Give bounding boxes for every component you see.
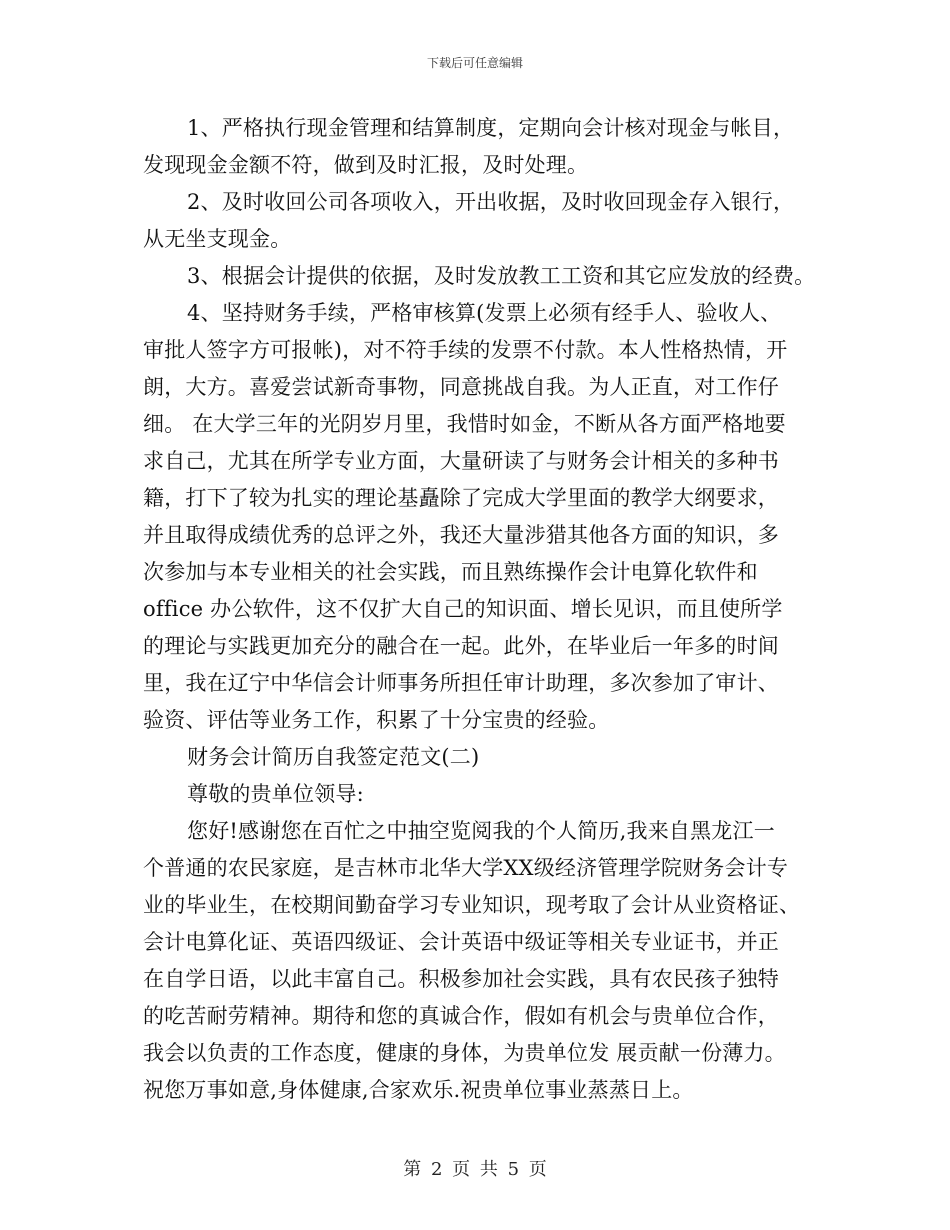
text-line: 4、坚持财务手续，严格审核算(发票上必须有经手人、验收人、 [187,301,782,325]
document-body [143,110,823,1109]
text-line: 您好!感谢您在百忙之中抽空览阅我的个人简历,我来自黑龙江一 [187,819,775,843]
text-line: 在自学日语，以此丰富自己。积极参加社会实践，具有农民孩子独特 [143,967,779,991]
text-line: 个普通的农民家庭，是吉林市北华大学XX级经济管理学院财务会计专 [143,856,789,880]
text-line: 1、严格执行现金管理和结算制度，定期向会计核对现金与帐目， [187,116,795,140]
text-line: 祝您万事如意,身体健康,合家欢乐.祝贵单位事业蒸蒸日上。 [143,1078,694,1102]
text-line: 2、及时收回公司各项收入，开出收据，及时收回现金存入银行， [187,190,795,214]
text-line: 业的毕业生，在校期间勤奋学习专业知识，现考取了会计从业资格证、 [143,893,801,917]
text-line: 验资、评估等业务工作，积累了十分宝贵的经验。 [143,708,610,732]
text-line: 次参加与本专业相关的社会实践，而且熟练操作会计电算化软件和 [143,560,758,584]
text-line: 财务会计简历自我签定范文(二) [187,745,480,769]
text-line: 尊敬的贵单位领导: [187,782,364,806]
page-number-footer: 第 2 页 共 5 页 [403,1159,547,1180]
text-line: 并且取得成绩优秀的总评之外，我还大量涉猎其他各方面的知识，多 [143,523,779,547]
text-line: 的吃苦耐劳精神。期待和您的真诚合作，假如有机会与贵单位合作， [143,1004,779,1028]
text-line: 求自己，尤其在所学专业方面，大量研读了与财务会计相关的多种书 [143,449,779,473]
text-line: 发现现金金额不符，做到及时汇报，及时处理。 [143,153,589,177]
text-line: 里，我在辽宁中华信会计师事务所担任审计助理，多次参加了审计、 [143,671,779,695]
text-line: 审批人签字方可报帐)，对不符手续的发票不付款。本人性格热情，开 [143,338,788,362]
text-line: 从无坐支现金。 [143,227,292,251]
text-line: 细。 在大学三年的光阴岁月里，我惜时如金，不断从各方面严格地要 [143,412,786,436]
text-line: 的理论与实践更加充分的融合在一起。此外，在毕业后一年多的时间 [143,634,779,658]
text-line: 籍，打下了较为扎实的理论基矗除了完成大学里面的教学大纲要求， [143,486,779,510]
page-header-note: 下载后可任意编辑 [426,56,523,70]
text-line: 3、根据会计提供的依据，及时发放教工工资和其它应发放的经费。 [187,264,816,288]
text-line: 会计电算化证、英语四级证、会计英语中级证等相关专业证书，并正 [143,930,779,954]
text-line: 朗，大方。喜爱尝试新奇事物，同意挑战自我。为人正直，对工作仔 [143,375,779,399]
text-line: 我会以负责的工作态度，健康的身体，为贵单位发 展贡献一份薄力。 [143,1041,786,1065]
text-line: office 办公软件，这不仅扩大自己的知识面、增长见识，而且使所学 [143,597,783,621]
